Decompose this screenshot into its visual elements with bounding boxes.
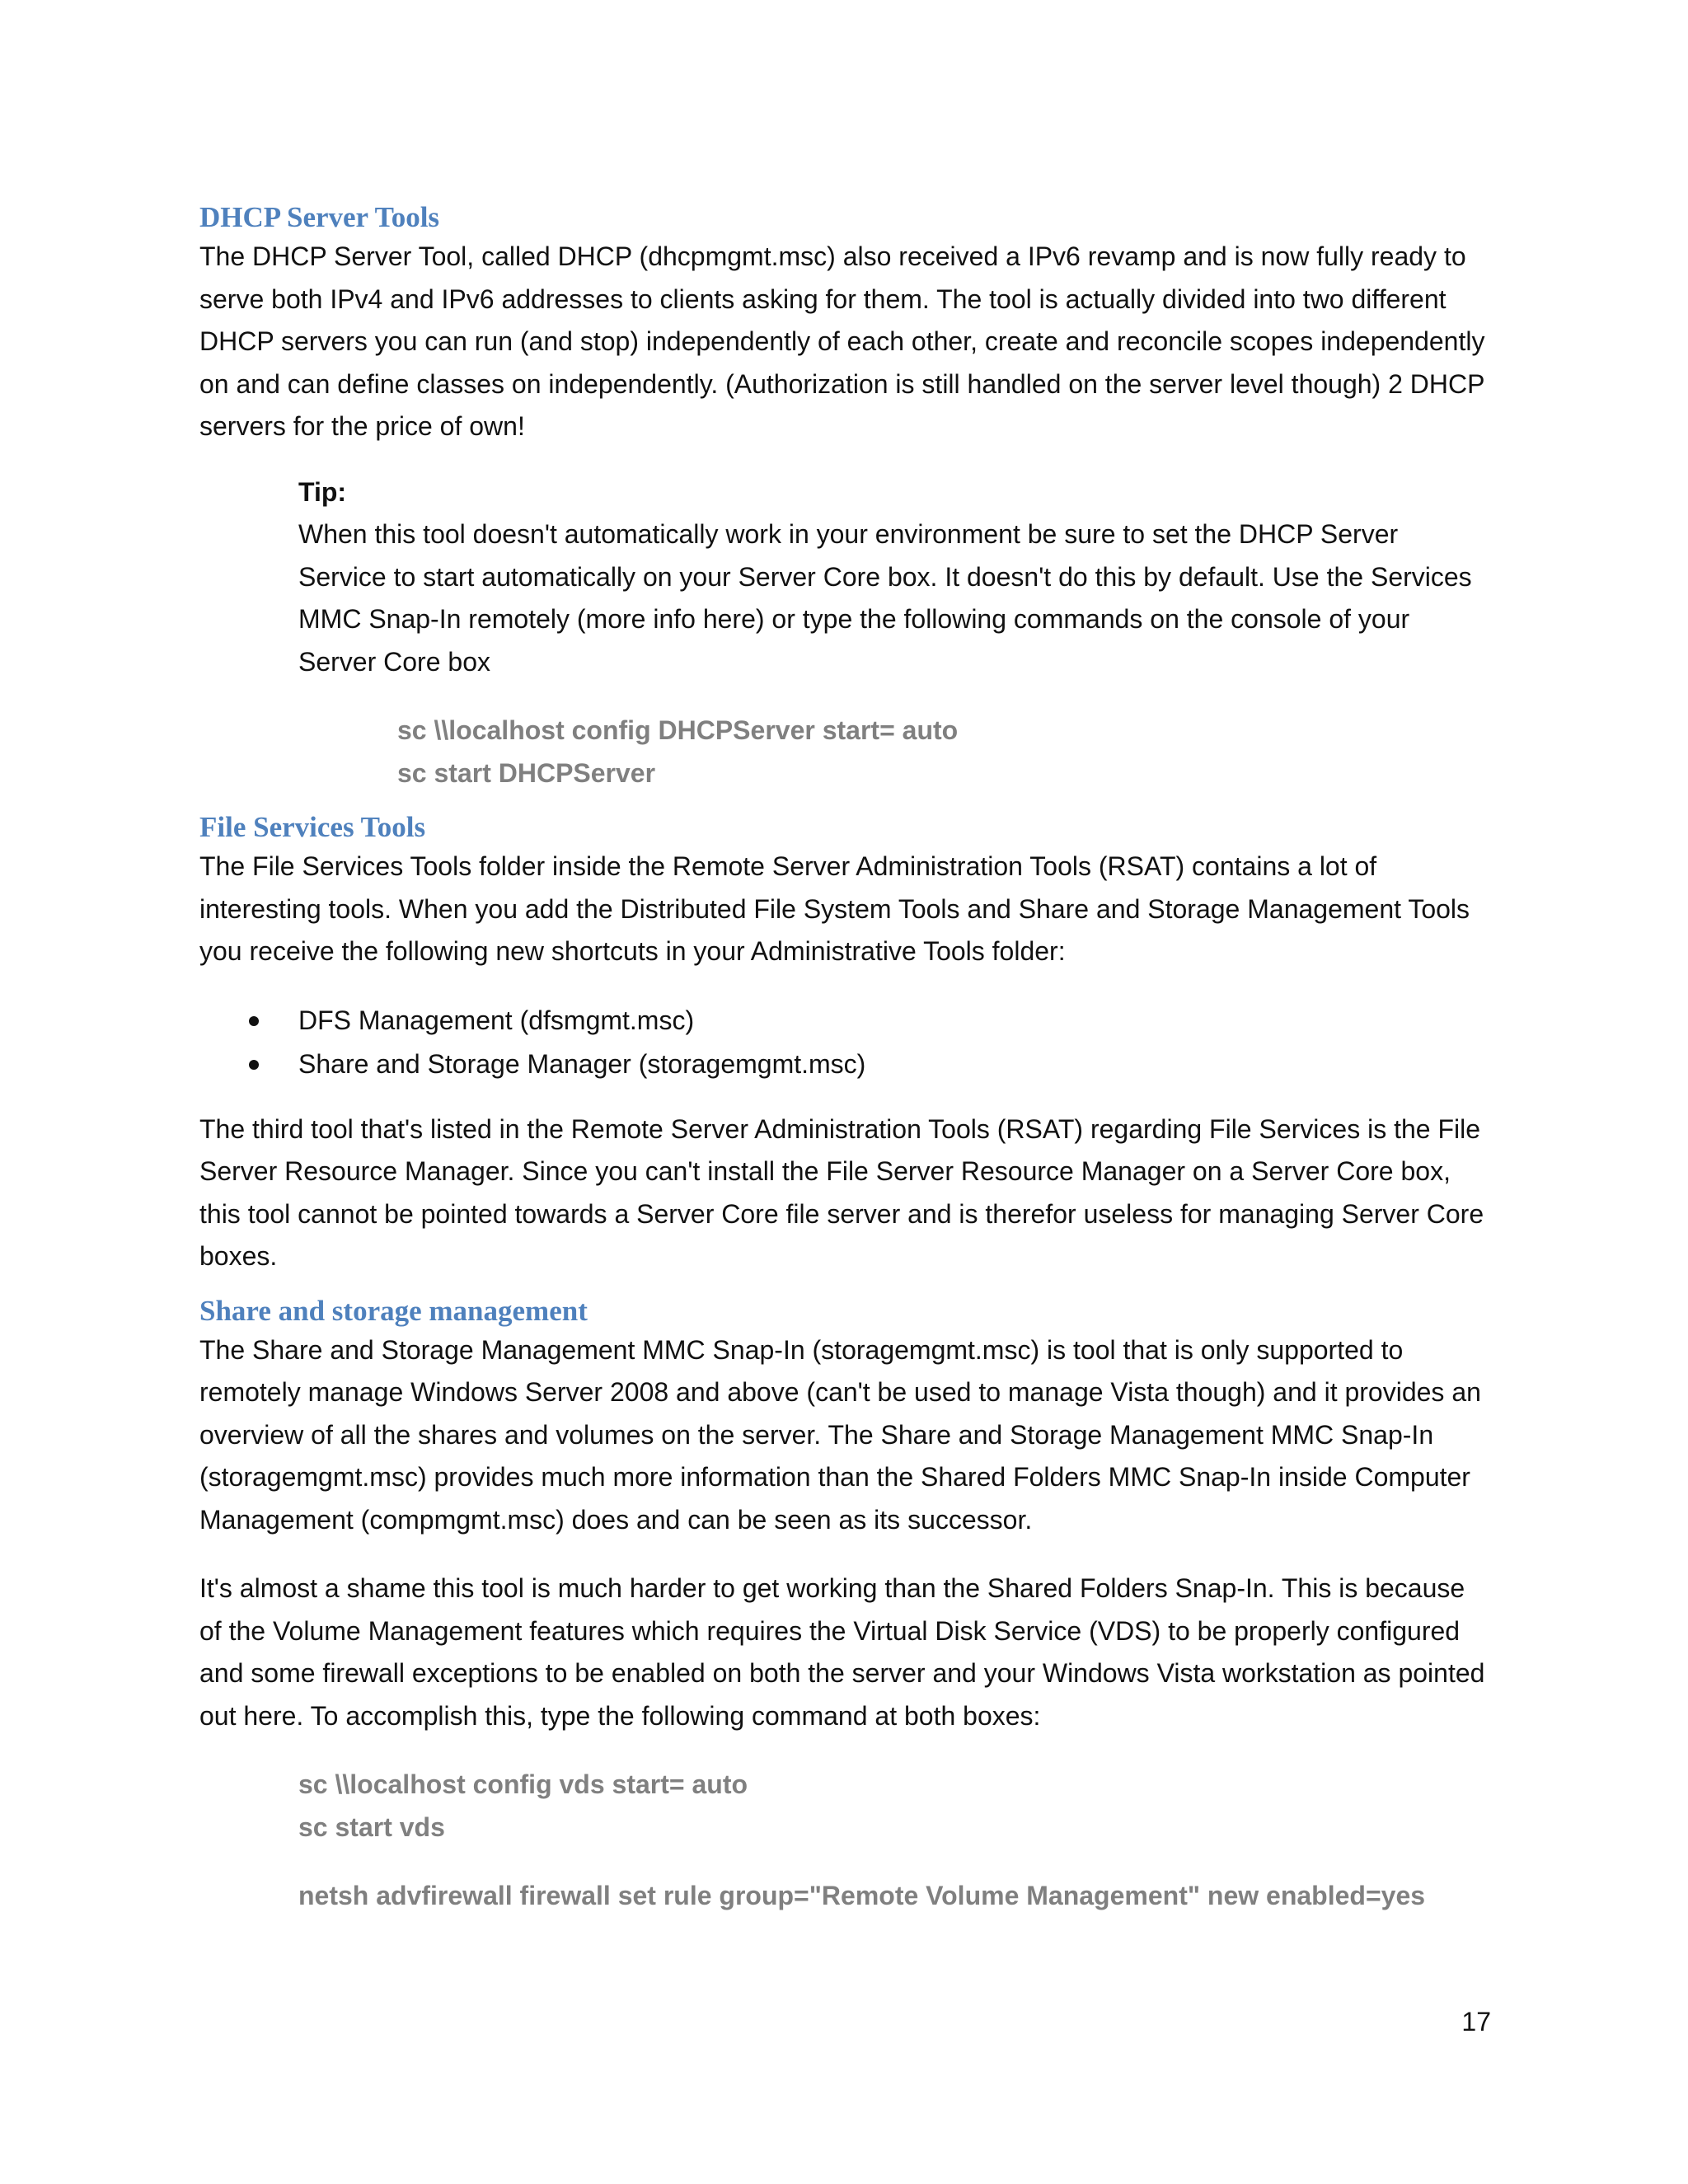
paragraph-file-server-resource-manager: The third tool that's listed in the Remote Server Administration Tools (RSAT) regarding File Services is the File Server Resource Manager. Since you can't install the File Server Resource Manager on a Server Core box, this tool cannot be pointed towards a Server Core file server and is therefor useless for managing Server Core boxes. xyxy=(199,1113,1484,1271)
tip-block xyxy=(298,471,1489,795)
firewall-command-line: netsh advfirewall firewall set rule group="Remote Volume Management" new enabled=yes xyxy=(298,1881,1426,1910)
list-item xyxy=(199,1043,1489,1086)
heading-file-services-tools: File Services Tools xyxy=(199,811,426,843)
paragraph-dhcp-intro: The DHCP Server Tool, called DHCP (dhcpmgmt.msc) also received a IPv6 revamp and is now fully ready to serve both IPv4 and IPv6 addresses to clients asking for them. The tool is actually divided into two different DHCP servers you can run (and stop) independently of each other, create and reconcile scopes independently on and can define classes on independently. (Authorization is still handled on the server level though) 2 DHCP servers for the price of own! xyxy=(199,241,1485,441)
paragraph-share-storage-intro: The Share and Storage Management MMC Snap-In (storagemgmt.msc) is tool that is only supported to remotely manage Windows Server 2008 and above (can't be used to manage Vista though) and it provides an overview of all the shares and volumes on the server. The Share and Storage Management MMC Snap-In (storagemgmt.msc) provides much more information than the Shared Folders MMC Snap-In inside Computer Management (compmgmt.msc) does and can be seen as its successor. xyxy=(199,1334,1481,1535)
paragraph-file-services-intro: The File Services Tools folder inside the Remote Server Administration Tools (RSAT) contains a lot of interesting tools. When you add the Distributed File System Tools and Share and Storage Management Tools you receive the following new shortcuts in your Administrative Tools folder: xyxy=(199,851,1470,966)
heading-dhcp-server-tools: DHCP Server Tools xyxy=(199,201,440,233)
vds-command-line: sc \\localhost config vds start= auto xyxy=(298,1769,748,1799)
vds-command-line: sc start vds xyxy=(298,1811,445,1842)
firewall-command-block xyxy=(298,1875,1489,1918)
list-item-text: DFS Management (dfsmgmt.msc) xyxy=(298,1005,695,1035)
shortcut-list xyxy=(199,999,1489,1086)
paragraph-share-storage-setup: It's almost a shame this tool is much harder to get working than the Shared Folders Snap-In. This is because of the Volume Management features which requires the Virtual Disk Service (VDS) to be properly configured and some firewall exceptions to be enabled on both the server and your Windows Vista workstation as pointed out here. To accomplish this, type the following command at both boxes: xyxy=(199,1573,1485,1731)
page-number: 17 xyxy=(1461,2007,1491,2036)
list-item xyxy=(199,999,1489,1043)
bullet-icon xyxy=(249,1016,259,1026)
tip-label: Tip: xyxy=(298,476,347,507)
page-content xyxy=(199,199,1489,1918)
dhcp-command-line: sc \\localhost config DHCPServer start= auto xyxy=(397,715,959,745)
bullet-icon xyxy=(249,1060,259,1070)
dhcp-command-line: sc start DHCPServer xyxy=(397,757,656,788)
vds-command-block xyxy=(298,1764,1489,1849)
heading-share-storage-management: Share and storage management xyxy=(199,1294,588,1327)
tip-text: When this tool doesn't automatically work in your environment be sure to set the DHCP Server Service to start automatically on your Server Core box. It doesn't do this by default. Use the Services MMC Snap-In remotely (more info here) or type the following commands on the console of your Server Core box xyxy=(298,519,1472,677)
list-item-text: Share and Storage Manager (storagemgmt.msc) xyxy=(298,1048,866,1079)
dhcp-command-block xyxy=(397,710,1489,794)
